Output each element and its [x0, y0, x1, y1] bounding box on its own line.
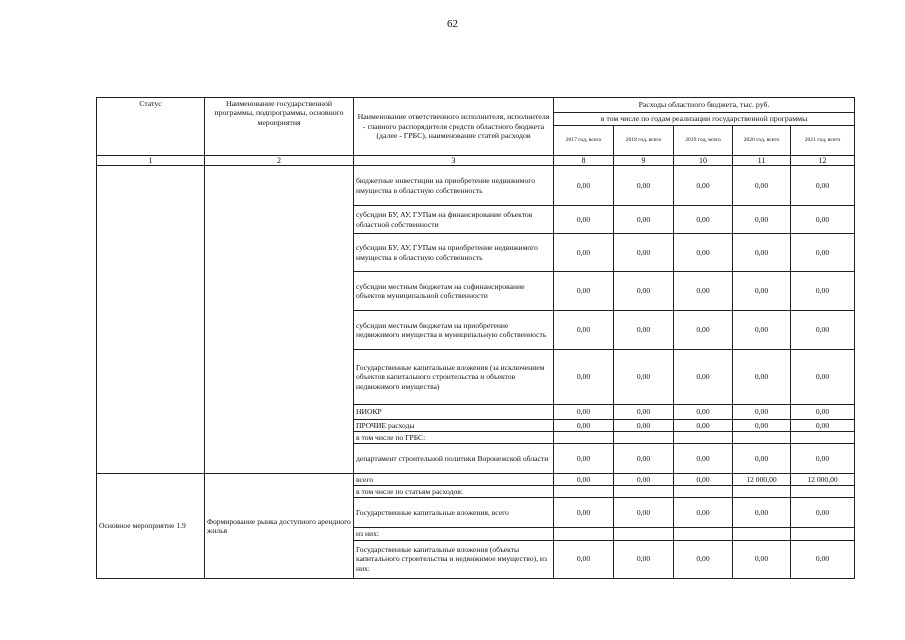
value-cell: 0,00: [614, 444, 674, 474]
value-cell: [674, 528, 733, 540]
value-cell: 0,00: [614, 311, 674, 350]
row-label: ПРОЧИЕ расходы: [354, 420, 554, 432]
value-cell: 0,00: [674, 166, 733, 206]
value-cell: 0,00: [614, 498, 674, 528]
header-program-name: Наименование государственной программы, подпрограммы, основного мероприятия: [205, 98, 354, 156]
value-cell: [614, 528, 674, 540]
value-cell: 0,00: [614, 420, 674, 432]
value-cell: 0,00: [733, 405, 791, 420]
row-label: в том числе по ГРБС:: [354, 432, 554, 444]
header-executor: Наименование ответственного исполнителя, исполнителя - главного распорядителя средств областного бюджета (далее - ГРБС), наименование статей расходов: [354, 98, 554, 156]
section-status: Основное мероприятие 1.9: [97, 474, 205, 578]
value-cell: [791, 528, 855, 540]
value-cell: 0,00: [791, 540, 855, 578]
row-label: Государственные капитальные вложения (объекты капитального строительства и недвижимое имущество), из них:: [354, 540, 554, 578]
value-cell: 0,00: [554, 498, 614, 528]
value-cell: 0,00: [554, 206, 614, 234]
row-label: субсидии местным бюджетам на софинансирование объектов муниципальной собственности: [354, 272, 554, 311]
value-cell: 0,00: [614, 540, 674, 578]
budget-table: [96, 97, 855, 579]
value-cell: 0,00: [791, 311, 855, 350]
value-cell: 0,00: [674, 350, 733, 405]
value-cell: 0,00: [554, 474, 614, 486]
value-cell: [614, 486, 674, 498]
value-cell: 0,00: [733, 272, 791, 311]
value-cell: 0,00: [614, 166, 674, 206]
row-label: Государственные капитальные вложения, всего: [354, 498, 554, 528]
value-cell: 0,00: [674, 234, 733, 272]
table-row: [97, 474, 855, 486]
value-cell: 0,00: [554, 166, 614, 206]
value-cell: 0,00: [554, 311, 614, 350]
program-cell-empty: [205, 166, 354, 474]
value-cell: 0,00: [614, 206, 674, 234]
header-year-2018: 2018 год, всего: [614, 126, 674, 156]
value-cell: 0,00: [791, 206, 855, 234]
value-cell: 0,00: [674, 206, 733, 234]
row-label: в том числе по статьям расходов:: [354, 486, 554, 498]
column-number: 8: [554, 156, 614, 166]
header-year-2019: 2019 год, всего: [674, 126, 733, 156]
column-number: 3: [354, 156, 554, 166]
column-number: 11: [733, 156, 791, 166]
header-by-years: в том числе по годам реализации государственной программы: [554, 113, 855, 126]
value-cell: 0,00: [674, 474, 733, 486]
value-cell: [791, 432, 855, 444]
value-cell: 0,00: [614, 350, 674, 405]
value-cell: 0,00: [674, 444, 733, 474]
value-cell: 12 000,00: [791, 474, 855, 486]
value-cell: 0,00: [733, 350, 791, 405]
value-cell: [791, 486, 855, 498]
value-cell: 0,00: [733, 540, 791, 578]
value-cell: 0,00: [733, 420, 791, 432]
value-cell: 0,00: [791, 166, 855, 206]
value-cell: [733, 432, 791, 444]
value-cell: 0,00: [614, 474, 674, 486]
value-cell: 0,00: [554, 234, 614, 272]
value-cell: 0,00: [791, 350, 855, 405]
column-number: 1: [97, 156, 205, 166]
value-cell: 0,00: [554, 420, 614, 432]
value-cell: 0,00: [791, 444, 855, 474]
value-cell: [614, 432, 674, 444]
column-numbers-row: [97, 156, 855, 166]
value-cell: 0,00: [791, 234, 855, 272]
column-number: 9: [614, 156, 674, 166]
value-cell: 0,00: [733, 206, 791, 234]
value-cell: 0,00: [791, 498, 855, 528]
value-cell: 0,00: [554, 272, 614, 311]
value-cell: 0,00: [733, 234, 791, 272]
value-cell: 0,00: [614, 405, 674, 420]
table-row: [97, 166, 855, 206]
value-cell: [674, 432, 733, 444]
row-label: из них:: [354, 528, 554, 540]
table-body: [97, 166, 855, 579]
value-cell: 12 000,00: [733, 474, 791, 486]
row-label: Государственные капитальные вложения (за исключением объектов капитального строительства и объектов недвижимого имущества): [354, 350, 554, 405]
value-cell: 0,00: [554, 350, 614, 405]
value-cell: 0,00: [791, 405, 855, 420]
value-cell: 0,00: [614, 234, 674, 272]
status-cell-empty: [97, 166, 205, 474]
table-header: [97, 98, 855, 166]
row-label: субсидии БУ, АУ, ГУПам на приобретение недвижимого имущества в областную собственность: [354, 234, 554, 272]
value-cell: 0,00: [614, 272, 674, 311]
value-cell: 0,00: [733, 166, 791, 206]
value-cell: 0,00: [674, 405, 733, 420]
value-cell: 0,00: [674, 311, 733, 350]
column-number: 2: [205, 156, 354, 166]
value-cell: [554, 432, 614, 444]
header-year-2020: 2020 год, всего: [733, 126, 791, 156]
value-cell: 0,00: [674, 540, 733, 578]
value-cell: 0,00: [733, 444, 791, 474]
value-cell: 0,00: [791, 420, 855, 432]
value-cell: 0,00: [554, 405, 614, 420]
row-label: департамент строительной политики Воронежской области: [354, 444, 554, 474]
value-cell: [674, 486, 733, 498]
row-label: бюджетные инвестиции на приобретение недвижимого имущества в областную собственность: [354, 166, 554, 206]
section-name: Формирование рынка доступного арендного жилья: [205, 474, 354, 578]
value-cell: [733, 486, 791, 498]
value-cell: 0,00: [554, 540, 614, 578]
row-label: всего: [354, 474, 554, 486]
row-label: НИОКР: [354, 405, 554, 420]
column-number: 10: [674, 156, 733, 166]
row-label: субсидии БУ, АУ, ГУПам на финансирование объектов областной собственности: [354, 206, 554, 234]
value-cell: 0,00: [674, 498, 733, 528]
header-expenses: Расходы областного бюджета, тыс. руб.: [554, 98, 855, 113]
value-cell: [554, 486, 614, 498]
value-cell: 0,00: [791, 272, 855, 311]
column-number: 12: [791, 156, 855, 166]
value-cell: 0,00: [554, 444, 614, 474]
header-status: Статус: [97, 98, 205, 156]
value-cell: 0,00: [674, 420, 733, 432]
value-cell: [554, 528, 614, 540]
value-cell: 0,00: [674, 272, 733, 311]
row-label: субсидии местным бюджетам на приобретение недвижимого имущества в муниципальную собственность: [354, 311, 554, 350]
value-cell: 0,00: [733, 311, 791, 350]
header-year-2017: 2017 год, всего: [554, 126, 614, 156]
header-year-2021: 2021 год, всего: [791, 126, 855, 156]
page-number: 62: [447, 18, 458, 30]
value-cell: 0,00: [733, 498, 791, 528]
value-cell: [733, 528, 791, 540]
